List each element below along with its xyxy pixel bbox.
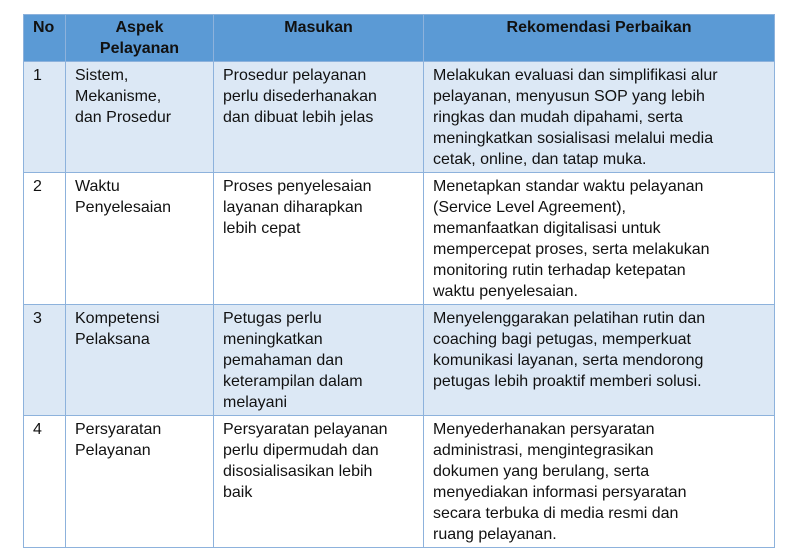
recommendation-table	[23, 14, 775, 548]
cell-rekomendasi: Menyederhanakan persyaratan administrasi, mengintegrasikan dokumen yang berulang, serta menyediakan informasi persyaratan secara terbuka di media resmi dan ruang pelayanan.	[424, 416, 775, 548]
header-aspek: Aspek Pelayanan	[66, 15, 214, 62]
cell-aspek: Kompetensi Pelaksana	[66, 305, 214, 416]
header-masukan: Masukan	[214, 15, 424, 62]
cell-aspek: Waktu Penyelesaian	[66, 173, 214, 305]
table-row	[24, 305, 775, 416]
cell-rekomendasi: Melakukan evaluasi dan simplifikasi alur pelayanan, menyusun SOP yang lebih ringkas dan mudah dipahami, serta meningkatkan sosialisasi melalui media cetak, online, dan tatap muka.	[424, 62, 775, 173]
cell-no: 4	[24, 416, 66, 548]
cell-no: 1	[24, 62, 66, 173]
table-header-row	[24, 15, 775, 62]
cell-no: 2	[24, 173, 66, 305]
cell-masukan: Persyaratan pelayanan perlu dipermudah dan disosialisasikan lebih baik	[214, 416, 424, 548]
cell-rekomendasi: Menetapkan standar waktu pelayanan (Service Level Agreement), memanfaatkan digitalisasi untuk mempercepat proses, serta melakukan monitoring rutin terhadap ketepatan waktu penyelesaian.	[424, 173, 775, 305]
cell-aspek: Persyaratan Pelayanan	[66, 416, 214, 548]
cell-masukan: Petugas perlu meningkatkan pemahaman dan keterampilan dalam melayani	[214, 305, 424, 416]
table-row	[24, 416, 775, 548]
header-no: No	[24, 15, 66, 62]
header-rekomendasi: Rekomendasi Perbaikan	[424, 15, 775, 62]
cell-no: 3	[24, 305, 66, 416]
cell-masukan: Prosedur pelayanan perlu disederhanakan dan dibuat lebih jelas	[214, 62, 424, 173]
cell-aspek: Sistem, Mekanisme, dan Prosedur	[66, 62, 214, 173]
table-row	[24, 173, 775, 305]
cell-masukan: Proses penyelesaian layanan diharapkan lebih cepat	[214, 173, 424, 305]
cell-rekomendasi: Menyelenggarakan pelatihan rutin dan coaching bagi petugas, memperkuat komunikasi layanan, serta mendorong petugas lebih proaktif memberi solusi.	[424, 305, 775, 416]
table-row	[24, 62, 775, 173]
